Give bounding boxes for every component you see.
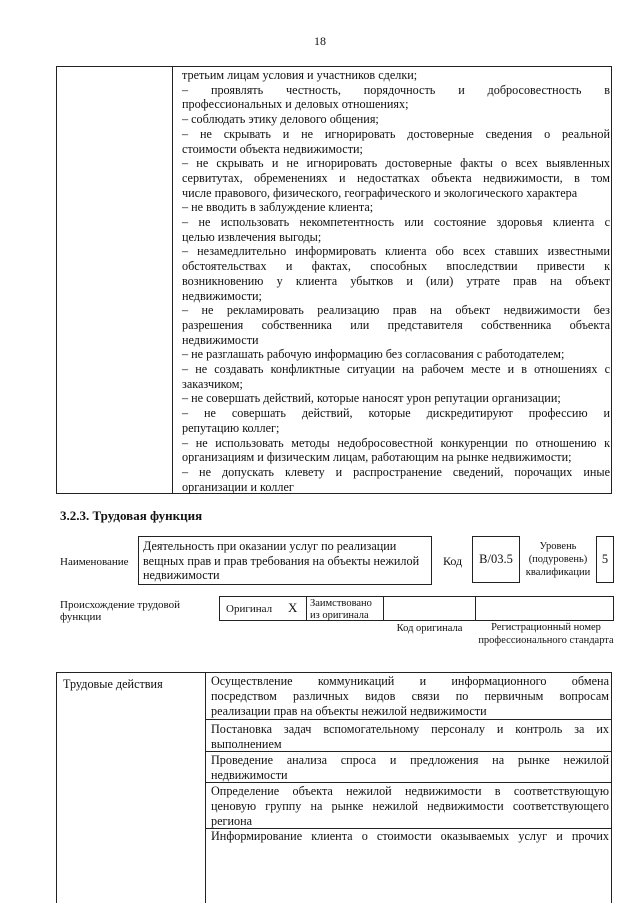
- table-divider: [205, 673, 206, 903]
- ethics-line: целью извлечения выгоды;: [182, 229, 322, 244]
- code-original-box: [383, 596, 476, 621]
- actions-label: Трудовые действия: [63, 677, 163, 691]
- level-value-box: [596, 536, 614, 583]
- code-original-label: Код оригинала: [396, 623, 463, 634]
- row-line: Информирование клиента о стоимости оказываемых услуг и прочих: [211, 829, 609, 843]
- ethics-line: заказчиком;: [182, 376, 243, 391]
- ethics-line: – не совершать действий, которые наносят урон репутации организации;: [182, 391, 561, 406]
- ethics-table: [56, 66, 612, 494]
- ethics-line: – не создавать конфликтные ситуации на рабочем месте и в отношениях с: [182, 362, 610, 377]
- level-value: 5: [601, 552, 609, 566]
- name-label: Наименование: [60, 556, 129, 568]
- borrowed-box: [306, 596, 384, 621]
- table-row: [211, 829, 609, 844]
- ethics-line: – не вводить в заблуждение клиента;: [182, 200, 374, 215]
- row-line: Осуществление коммуникаций и информационного обмена: [211, 674, 609, 688]
- ethics-line: – не допускать клевету и распространение сведений, порочащих иные: [182, 464, 610, 479]
- ethics-line: третьим лицам условия и участников сделки;: [182, 68, 418, 82]
- function-name-box: [138, 536, 432, 585]
- ethics-line: – не совершать действий, которые дискредитируют профессию и: [182, 406, 610, 421]
- ethics-line: – соблюдать этику делового общения;: [182, 112, 379, 127]
- ethics-line: сервитутах, обременениях и недостатках объекта недвижимости, в том: [182, 170, 610, 185]
- table-row: [211, 753, 609, 783]
- ethics-line: – не использовать некомпетентность или состояние здоровья клиента с: [182, 215, 610, 230]
- section-heading: 3.2.3. Трудовая функция: [60, 508, 203, 523]
- code-value: B/03.5: [479, 552, 513, 566]
- borrowed-label: Заимствовано из оригинала: [310, 598, 372, 621]
- ethics-line: организации и коллег: [182, 479, 294, 494]
- row-line: реализации прав на объекты нежилой недвижимости: [211, 703, 487, 718]
- origin-label: Происхождение трудовой функции: [60, 599, 181, 623]
- row-line: недвижимости: [211, 767, 288, 782]
- row-line: посредством различных видов связи по первичным вопросам: [211, 688, 609, 703]
- level-label: Уровень (подуровень) квалификации: [525, 541, 591, 578]
- ethics-line: профессиональных и деловых отношениях;: [182, 97, 409, 112]
- original-label: Оригинал: [226, 603, 273, 615]
- ethics-line: – проявлять честность, порядочность и добросовестность в: [182, 82, 610, 97]
- ethics-line: – не разглашать рабочую информацию без согласования с работодателем;: [182, 347, 565, 362]
- ethics-line: – не использовать методы недобросовестной конкуренции по отношению к: [182, 435, 610, 450]
- ethics-line: недвижимости: [182, 332, 259, 347]
- ethics-line: недвижимости;: [182, 288, 262, 303]
- row-separator: [205, 719, 611, 720]
- ethics-line: стоимости объекта недвижимости;: [182, 141, 363, 156]
- function-name: Деятельность при оказании услуг по реализации вещных прав и прав требования на объекты нежилой недвижимости: [143, 539, 420, 582]
- page-number: 18: [314, 34, 326, 48]
- ethics-line: организациям и физическим лицам, работающим на рынке недвижимости;: [182, 450, 572, 465]
- ethics-line: – не скрывать и не игнорировать достоверные факты о всех выявленных: [182, 156, 610, 171]
- row-line: Постановка задач вспомогательному персоналу и контроль за их: [211, 722, 609, 736]
- row-line: Проведение анализа спроса и предложения на рынке нежилой: [211, 753, 609, 767]
- row-line: Определение объекта нежилой недвижимости в соответствующую: [211, 784, 609, 798]
- original-box: [219, 596, 307, 621]
- table-row: [211, 674, 609, 718]
- ethics-line: – не рекламировать реализацию прав на объект недвижимости без: [182, 303, 610, 318]
- code-label: Код: [443, 554, 463, 568]
- ethics-line: возникновению у клиента убытков и (или) утрате прав на объект: [182, 273, 610, 288]
- ethics-list: [182, 68, 610, 494]
- reg-number-label: Регистрационный номер профессионального стандарта: [478, 622, 614, 646]
- ethics-line: числе правового, физического, географического и экологического характера: [182, 185, 578, 200]
- ethics-line: разрешения собственника или представителя собственника объекта: [182, 317, 610, 332]
- table-divider: [172, 67, 173, 493]
- row-separator: [205, 782, 611, 783]
- actions-table: [56, 672, 612, 903]
- code-value-box: [472, 536, 520, 583]
- row-line: ценовую группу на рынке нежилой недвижимости соответствующего: [211, 798, 609, 813]
- ethics-line: – не скрывать и не игнорировать достоверные сведения о реальной: [182, 126, 610, 141]
- row-line: региона: [211, 813, 253, 828]
- ethics-line: репутацию коллег;: [182, 420, 280, 435]
- row-separator: [205, 751, 611, 752]
- ethics-line: – незамедлительно информировать клиента обо всех ставших известными: [182, 244, 610, 259]
- original-mark: X: [288, 600, 298, 615]
- row-line: выполнением: [211, 736, 282, 751]
- reg-number-box: [475, 596, 614, 621]
- ethics-line: обстоятельствах и фактах, способных впоследствии привести к: [182, 259, 610, 274]
- table-row: [211, 784, 609, 828]
- table-row: [211, 722, 609, 752]
